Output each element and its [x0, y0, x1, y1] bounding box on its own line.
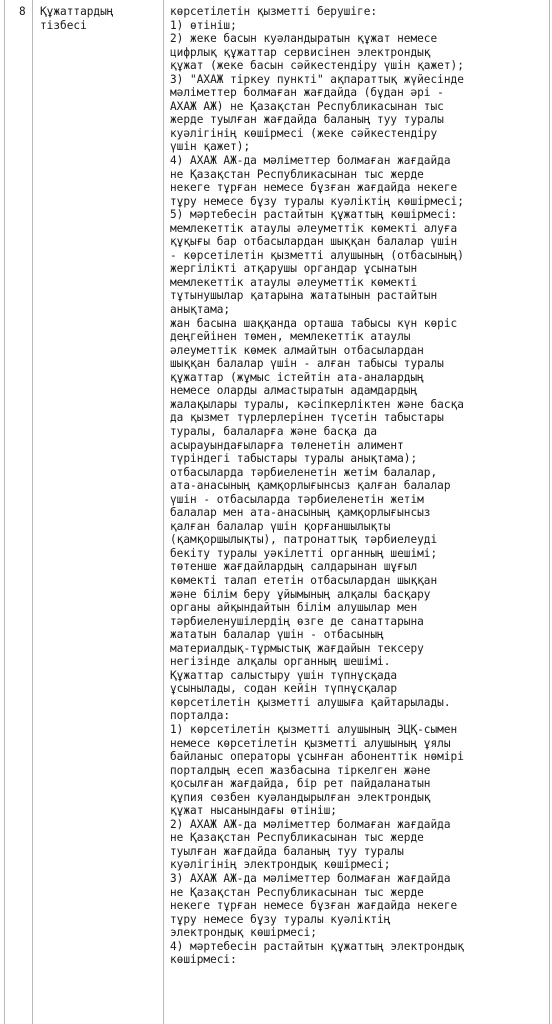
- content-line: мемлекеттік атаулы әлеуметтік көмекті алуға: [170, 221, 458, 235]
- content-line: тәрбиеленушілердің өзге де санаттарына: [170, 614, 424, 628]
- content-line: көрсетілетін қызметті алушыға қайтарылады.: [170, 695, 451, 709]
- content-line: не Қазақстан Республикасынан тыс жерде: [170, 885, 424, 899]
- content-line: 4) мәртебесін растайтын құжаттың электрондық: [170, 939, 464, 953]
- content-line: куәлігінің көшірмесі (жеке сәйкестендіру: [170, 126, 438, 140]
- content-line: ата-анасының қамқорлығынсыз қалған балалар: [170, 479, 451, 493]
- content-line: - көрсетілетін қызметті алушының (отбасының): [170, 248, 464, 262]
- content-line: некеге тұрған немесе бұзған жағдайда некеге: [170, 181, 458, 195]
- content-line: тұтынушылар қатарына жататынын растайтын: [170, 289, 438, 303]
- content-line: шыққан балалар үшін - алған табысы туралы: [170, 357, 444, 371]
- content-line: 3) "АХАЖ тіркеу пункті" ақпараттық жүйесінде: [170, 72, 464, 86]
- content-line: құқығы бар отбасылардан шыққан балалар үшін: [170, 235, 458, 249]
- content-line: Құжаттар салыстыру үшін түпнұсқада: [170, 668, 398, 682]
- content-line: электрондық көшірмесі;: [170, 926, 317, 940]
- content-line: (қамқоршылықты), патронаттық тәрбиелеуді: [170, 533, 438, 547]
- content-line: жалақылары туралы, кәсіпкерліктен және басқа: [170, 397, 464, 411]
- row-label-line: тізбесі: [40, 18, 87, 32]
- content-line: да қызмет түрлерлерінен түсетін табыстары: [170, 411, 444, 425]
- content-line: мемлекеттік атаулы әлеуметтік көмекті: [170, 275, 418, 289]
- column-divider-1: [32, 0, 33, 1024]
- content-line: 3) АХАЖ АЖ-да мәліметтер болмаған жағдайда: [170, 872, 451, 885]
- content-line: не Қазақстан Республикасынан тыс жерде: [170, 831, 424, 845]
- content-line: туралы, балаларға және басқа да: [170, 424, 378, 438]
- row-number: 8: [19, 5, 26, 18]
- content-line: не Қазақстан Республикасынан тыс жерде: [170, 167, 424, 181]
- content-line: құпия сөзбен куәландырылған электрондық: [170, 790, 431, 804]
- row-content: [170, 5, 546, 967]
- content-line: материалдық-тұрмыстық жағдайын тексеру: [170, 641, 424, 655]
- content-line: анықтама;: [170, 303, 231, 317]
- content-line: асырауындағыларға төленетін алимент: [170, 438, 404, 452]
- content-line: көрсетілетін қызметті берушіге:: [170, 5, 378, 18]
- content-line: көмекті талап ететін отбасылардан шыққан: [170, 573, 438, 587]
- content-line: байланыс операторы ұсынған абоненттік нөмірі: [170, 750, 464, 764]
- content-line: қосылған жағдайда, бір рет пайдаланатын: [170, 777, 431, 791]
- column-divider-2: [163, 0, 164, 1024]
- content-line: бекіту туралы уәкілетті органның шешімі;: [170, 546, 438, 560]
- content-line: 5) мәртебесін растайтын құжаттың көшірмесі:: [170, 208, 458, 222]
- content-line: әлеуметтік көмек алмайтын отбасылардан: [170, 343, 424, 357]
- row-label: [40, 5, 160, 32]
- content-line: порталдың есеп жазбасына тіркелген және: [170, 763, 431, 777]
- content-line: қалған балалар үшін қорғаншылықты: [170, 519, 391, 533]
- content-line: туылған жағдайда баланың туу туралы: [170, 844, 404, 858]
- content-line: жататын балалар үшін - отбасының: [170, 628, 384, 642]
- content-line: құжаттар (жұмыс істейтін ата-аналардың: [170, 370, 424, 384]
- content-line: тұру немесе бұзу туралы куәліктің: [170, 912, 391, 926]
- content-line: жергілікті атқарушы органдар ұсынатын: [170, 262, 418, 276]
- content-line: 2) АХАЖ АЖ-да мәліметтер болмаған жағдайда: [170, 817, 451, 831]
- row-label-line: Құжаттардың: [40, 5, 114, 18]
- content-line: жерде туылған жағдайда баланың туу туралы: [170, 113, 444, 127]
- content-line: үшін қажет);: [170, 140, 251, 154]
- table-border-right: [549, 0, 550, 1024]
- content-line: құжат (жеке басын сәйкестендіру үшін қажет);: [170, 59, 464, 73]
- content-line: 1) көрсетілетін қызметті алушының ЭЦҚ-сымен: [170, 722, 458, 736]
- content-line: үшін - отбасыларда тәрбиеленетін жетім: [170, 492, 424, 506]
- content-line: құжат нысанындағы өтініш;: [170, 804, 337, 818]
- content-line: ұсынылады, содан кейін түпнұсқалар: [170, 682, 398, 696]
- content-line: АХАЖ АЖ) не Қазақстан Республикасынан тыс: [170, 99, 444, 113]
- content-line: цифрлық құжаттар сервисінен электрондық: [170, 45, 431, 59]
- content-line: балалар мен ата-анасының қамқорлығынсыз: [170, 506, 431, 520]
- content-line: 1) өтініш;: [170, 18, 237, 32]
- content-line: жан басына шаққанда орташа табысы күн көріс: [170, 316, 458, 330]
- content-line: түріндегі табыстары туралы анықтама);: [170, 452, 418, 466]
- content-line: деңгейінен төмен, мемлекеттік атаулы: [170, 330, 411, 344]
- content-line: немесе оларды алмастыратын адамдардың: [170, 384, 418, 398]
- content-line: тұру немесе бұзу туралы куәліктің көшірмесі;: [170, 194, 464, 208]
- content-line: 2) жеке басын куәландыратын құжат немесе: [170, 32, 438, 46]
- content-line: порталда:: [170, 709, 231, 723]
- content-line: органы айқындайтын білім алушылар мен: [170, 601, 418, 615]
- content-line: мәліметтер болмаған жағдайда (бұдан әрі -: [170, 86, 444, 100]
- content-line: куәлігінің электрондық көшірмесі;: [170, 858, 391, 872]
- content-line: негізінде алқалы органның шешімі.: [170, 655, 391, 669]
- content-line: төтенше жағдайлардың салдарынан шұғыл: [170, 560, 418, 574]
- content-line: отбасыларда тәрбиеленетін жетім балалар,: [170, 465, 438, 479]
- content-line: 4) АХАЖ АЖ-да мәліметтер болмаған жағдайда: [170, 154, 451, 168]
- content-line: некеге тұрған немесе бұзған жағдайда некеге: [170, 899, 458, 913]
- content-line: немесе көрсетілетін қызметті алушының ұялы: [170, 736, 451, 750]
- table-border-left: [4, 0, 5, 1024]
- content-line: көшірмесі:: [170, 953, 237, 967]
- content-line: және білім беру ұйымының алқалы басқару: [170, 587, 431, 601]
